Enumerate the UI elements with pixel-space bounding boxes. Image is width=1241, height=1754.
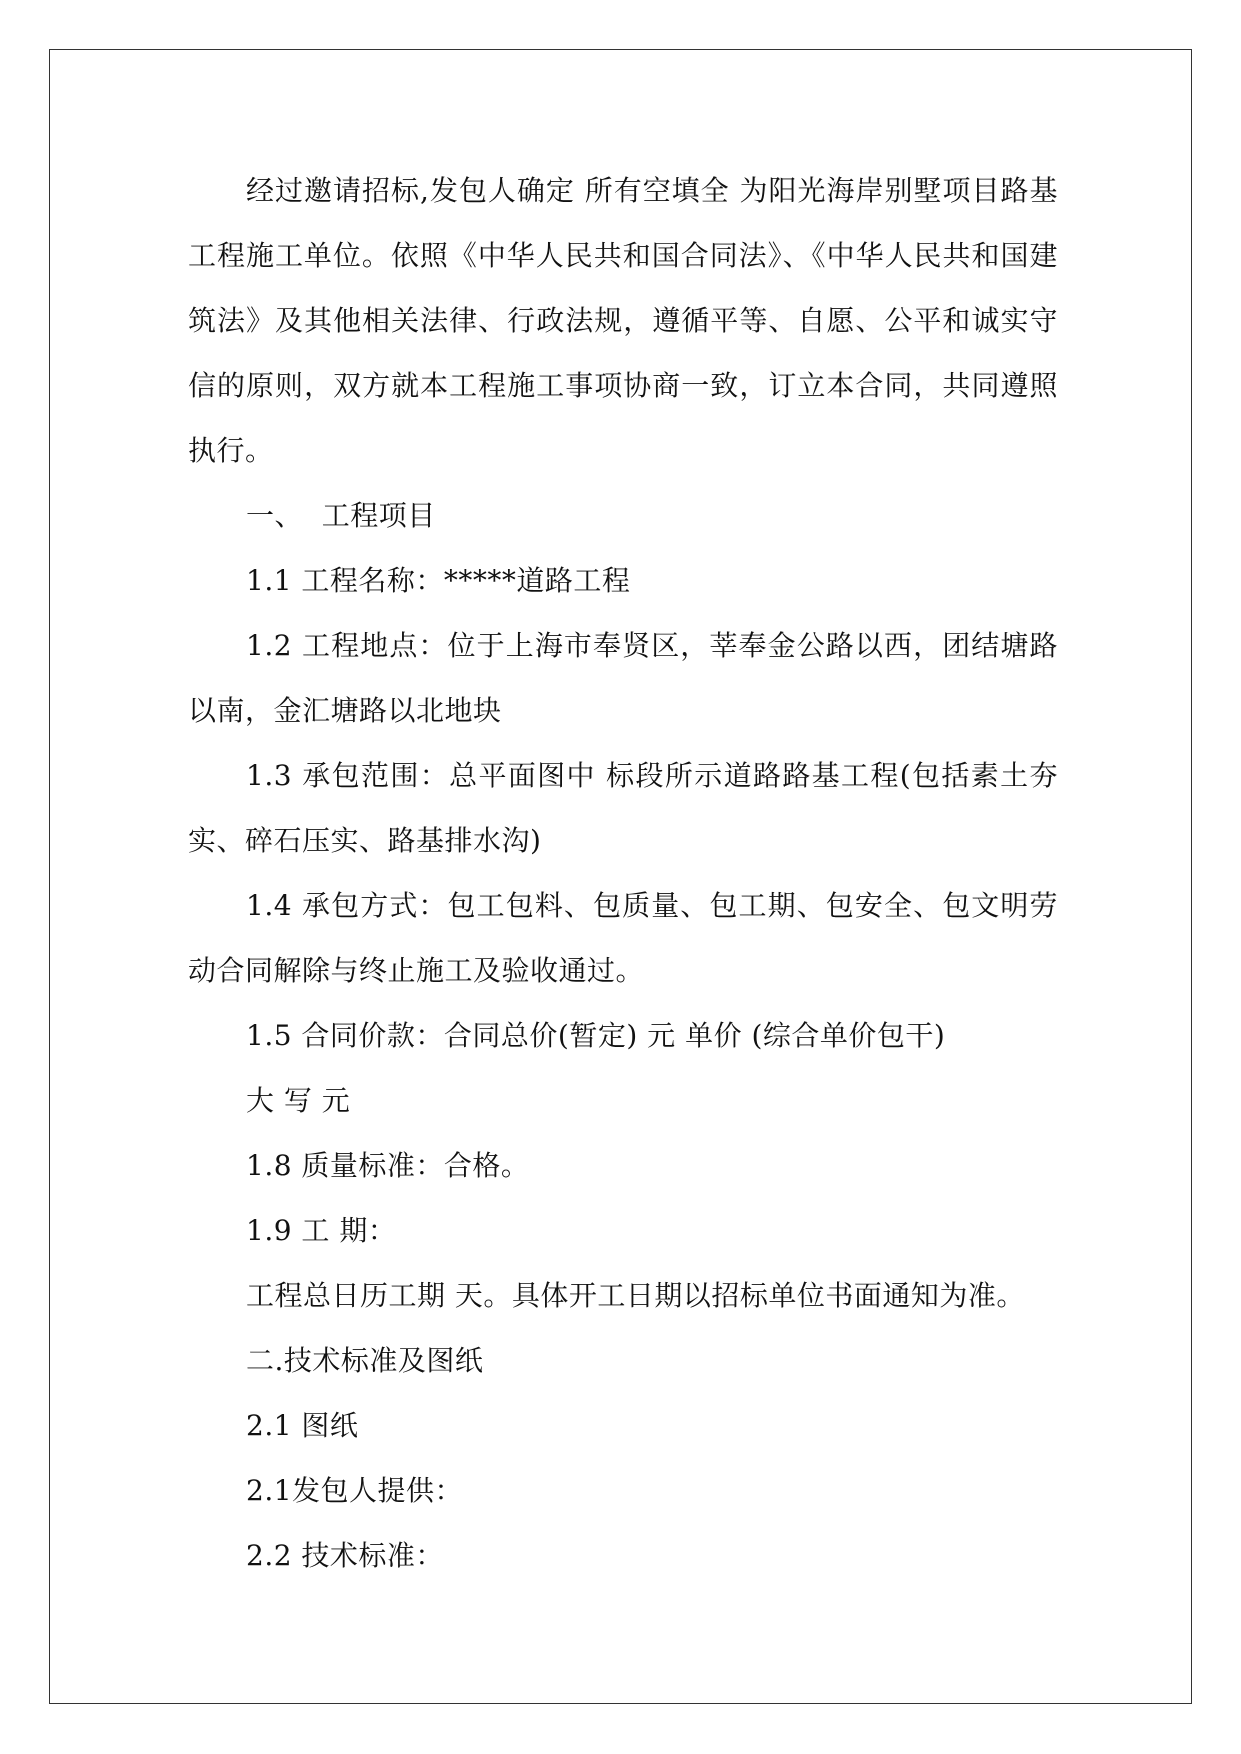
section-1-title: 一、 工程项目 bbox=[246, 499, 436, 532]
item-1-3: 1.3 承包范围：总平面图中 标段所示道路路基工程(包括素土夯实、碎石压实、路基排水沟) bbox=[188, 759, 1058, 857]
item-daxie: 大 写 元 bbox=[246, 1084, 351, 1117]
item-2-2: 2.2 技术标准： bbox=[246, 1539, 444, 1572]
item-1-2: 1.2 工程地点：位于上海市奉贤区，莘奉金公路以西，团结塘路以南，金汇塘路以北地块 bbox=[188, 629, 1058, 727]
item-1-8: 1.8 质量标准：合格。 bbox=[246, 1149, 530, 1182]
item-1-1: 1.1 工程名称：*****道路工程 bbox=[246, 564, 631, 597]
item-2-1: 2.1 图纸 bbox=[246, 1409, 359, 1442]
intro-paragraph: 经过邀请招标,发包人确定 所有空填全 为阳光海岸别墅项目路基工程施工单位。依照《中华人民共和国合同法》、《中华人民共和国建筑法》及其他相关法律、行政法规，遵循平等、自愿、公平和诚实守信的原则，双方就本工程施工事项协商一致，订立本合同，共同遵照执行。 bbox=[188, 174, 1058, 467]
item-2-1b: 2.1发包人提供： bbox=[246, 1474, 464, 1507]
item-1-9: 1.9 工 期： bbox=[246, 1214, 397, 1247]
section-2-title: 二.技术标准及图纸 bbox=[246, 1344, 484, 1377]
document-body bbox=[188, 158, 1058, 1588]
item-1-4: 1.4 承包方式：包工包料、包质量、包工期、包安全、包文明劳动合同解除与终止施工及验收通过。 bbox=[188, 889, 1058, 987]
item-1-5: 1.5 合同价款：合同总价(暂定) 元 单价 (综合单价包干) bbox=[246, 1019, 946, 1052]
item-gongqi: 工程总日历工期 天。具体开工日期以招标单位书面通知为准。 bbox=[246, 1279, 1025, 1312]
